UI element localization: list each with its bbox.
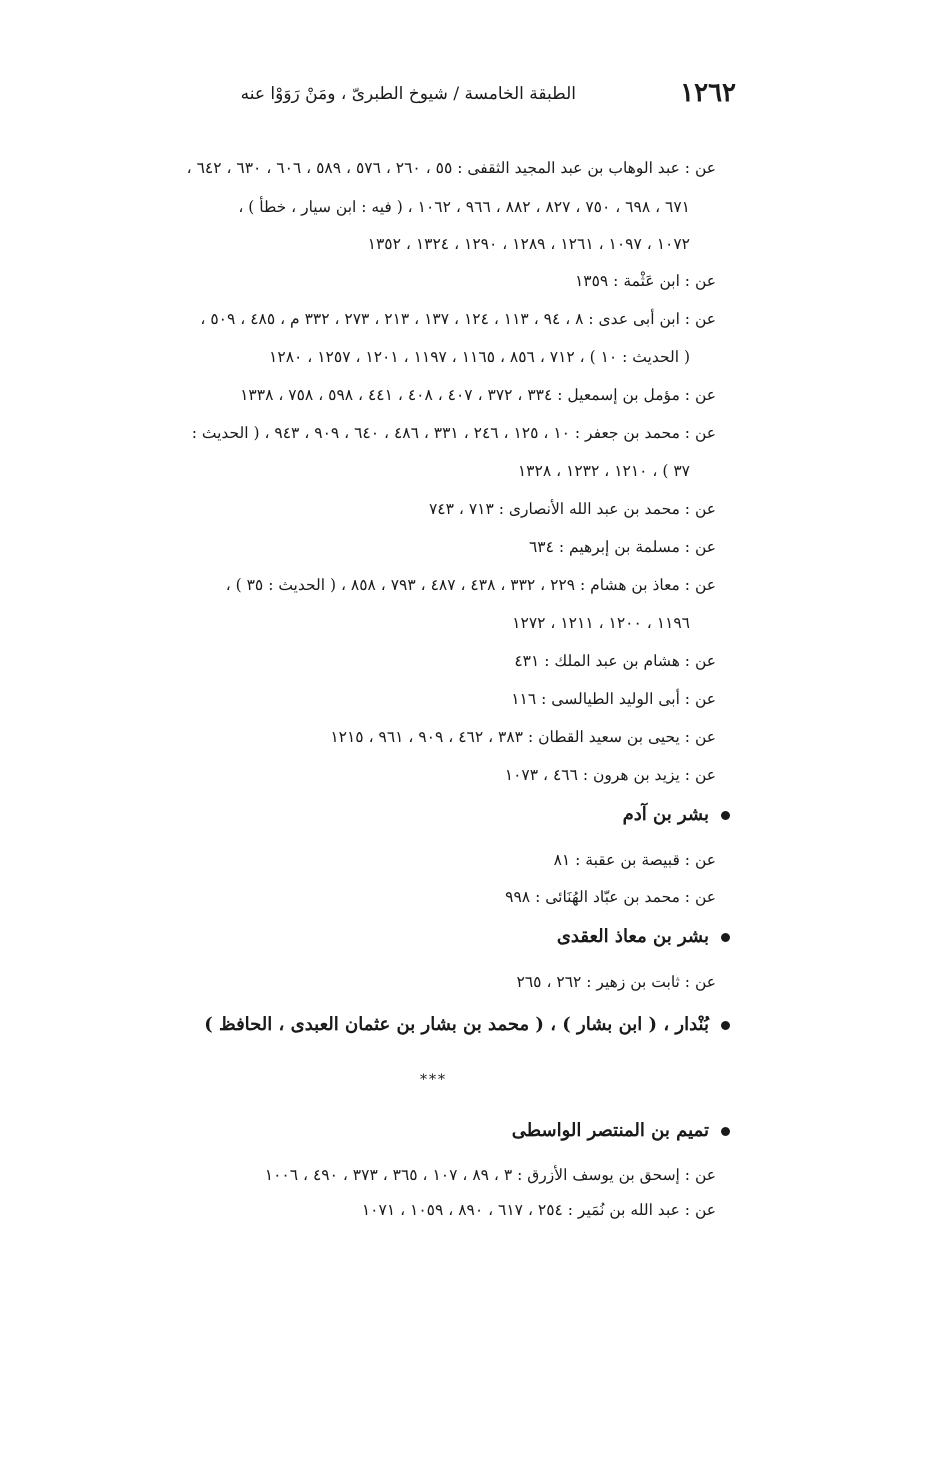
text-line: عن : ابن عَثْمة : ١٣٥٩ [574, 272, 716, 290]
text-line: عن : محمد بن جعفر : ١٠ ، ١٢٥ ، ٢٤٦ ، ٣٣١ ، ٤٨٦ ، ٦٤٠ ، ٩٠٩ ، ٩٤٣ ، ( الحديث : [191, 424, 716, 442]
text-line: عن : إسحق بن يوسف الأزرق : ٣ ، ٨٩ ، ١٠٧ ، ٣٦٥ ، ٣٧٣ ، ٤٩٠ ، ١٠٠٦ [264, 1166, 716, 1184]
text-line: عن : محمد بن عبّاد الهُنَائى : ٩٩٨ [505, 888, 716, 906]
entry-heading [623, 804, 730, 825]
entry-name: بُنْدار ، ( ابن بشار ) ، ( محمد بن بشار بن عثمان العبدى ، الحافظ ) [204, 1014, 709, 1035]
bullet-icon [721, 811, 730, 820]
text-line: عن : ابن أبى عدى : ٨ ، ٩٤ ، ١١٣ ، ١٢٤ ، ١٣٧ ، ٢١٣ ، ٢٧٣ ، ٣٣٢ م ، ٤٨٥ ، ٥٠٩ ، [200, 310, 716, 328]
text-line: ٣٧ ) ، ١٢١٠ ، ١٢٣٢ ، ١٣٢٨ [517, 462, 690, 480]
bullet-icon [721, 1127, 730, 1136]
entry-name: تميم بن المنتصر الواسطى [511, 1120, 709, 1141]
entry-heading [557, 926, 730, 947]
text-line: عن : عبد الوهاب بن عبد المجيد الثقفى : ٥٥ ، ٢٦٠ ، ٥٧٦ ، ٥٨٩ ، ٦٠٦ ، ٦٣٠ ، ٦٤٢ ، [186, 159, 716, 177]
text-line: ٦٧١ ، ٦٩٨ ، ٧٥٠ ، ٨٢٧ ، ٨٨٢ ، ٩٦٦ ، ١٠٦٢ ، ( فيه : ابن سيار ، خطأ ) ، [238, 198, 690, 216]
text-line: عن : عبد الله بن نُمَير : ٢٥٤ ، ٦١٧ ، ٨٩٠ ، ١٠٥٩ ، ١٠٧١ [361, 1201, 716, 1219]
text-line: عن : معاذ بن هشام : ٢٢٩ ، ٣٣٢ ، ٤٣٨ ، ٤٨٧ ، ٧٩٣ ، ٨٥٨ ، ( الحديث : ٣٥ ) ، [225, 576, 716, 594]
text-line: عن : محمد بن عبد الله الأنصارى : ٧١٣ ، ٧٤٣ [428, 500, 716, 518]
text-line: عن : يحيى بن سعيد القطان : ٣٨٣ ، ٤٦٢ ، ٩٠٩ ، ٩٦١ ، ١٢١٥ [330, 728, 716, 746]
text-line: ١١٩٦ ، ١٢٠٠ ، ١٢١١ ، ١٢٧٢ [512, 614, 690, 632]
text-line: عن : مسلمة بن إبرهيم : ٦٣٤ [528, 538, 716, 556]
entry-name: بشر بن آدم [622, 804, 709, 825]
section-separator: *** [420, 1072, 447, 1088]
entry-name: بشر بن معاذ العقدى [556, 926, 709, 947]
text-line: عن : هشام بن عبد الملك : ٤٣١ [514, 652, 716, 670]
bullet-icon [721, 1021, 730, 1030]
text-line: عن : يزيد بن هرون : ٤٦٦ ، ١٠٧٣ [504, 766, 716, 784]
entry-heading [204, 1014, 730, 1035]
text-line: عن : أبى الوليد الطيالسى : ١١٦ [511, 690, 716, 708]
running-title: الطبقة الخامسة / شيوخ الطبرىّ ، ومَنْ رَوَوْا عنه [240, 84, 576, 104]
text-line: ( الحديث : ١٠ ) ، ٧١٢ ، ٨٥٦ ، ١١٦٥ ، ١١٩٧ ، ١٢٠١ ، ١٢٥٧ ، ١٢٨٠ [269, 348, 690, 366]
bullet-icon [721, 933, 730, 942]
text-line: ١٠٧٢ ، ١٠٩٧ ، ١٢٦١ ، ١٢٨٩ ، ١٢٩٠ ، ١٣٢٤ ، ١٣٥٢ [367, 235, 690, 253]
text-line: عن : قبيصة بن عقبة : ٨١ [553, 851, 716, 869]
text-line: عن : ثابت بن زهير : ٢٦٢ ، ٢٦٥ [516, 973, 716, 991]
text-line: عن : مؤمل بن إسمعيل : ٣٣٤ ، ٣٧٢ ، ٤٠٧ ، ٤٠٨ ، ٤٤١ ، ٥٩٨ ، ٧٥٨ ، ١٣٣٨ [240, 386, 716, 404]
page-header [240, 78, 736, 112]
entry-heading [512, 1120, 730, 1141]
page-number: ١٢٦٢ [680, 78, 736, 108]
